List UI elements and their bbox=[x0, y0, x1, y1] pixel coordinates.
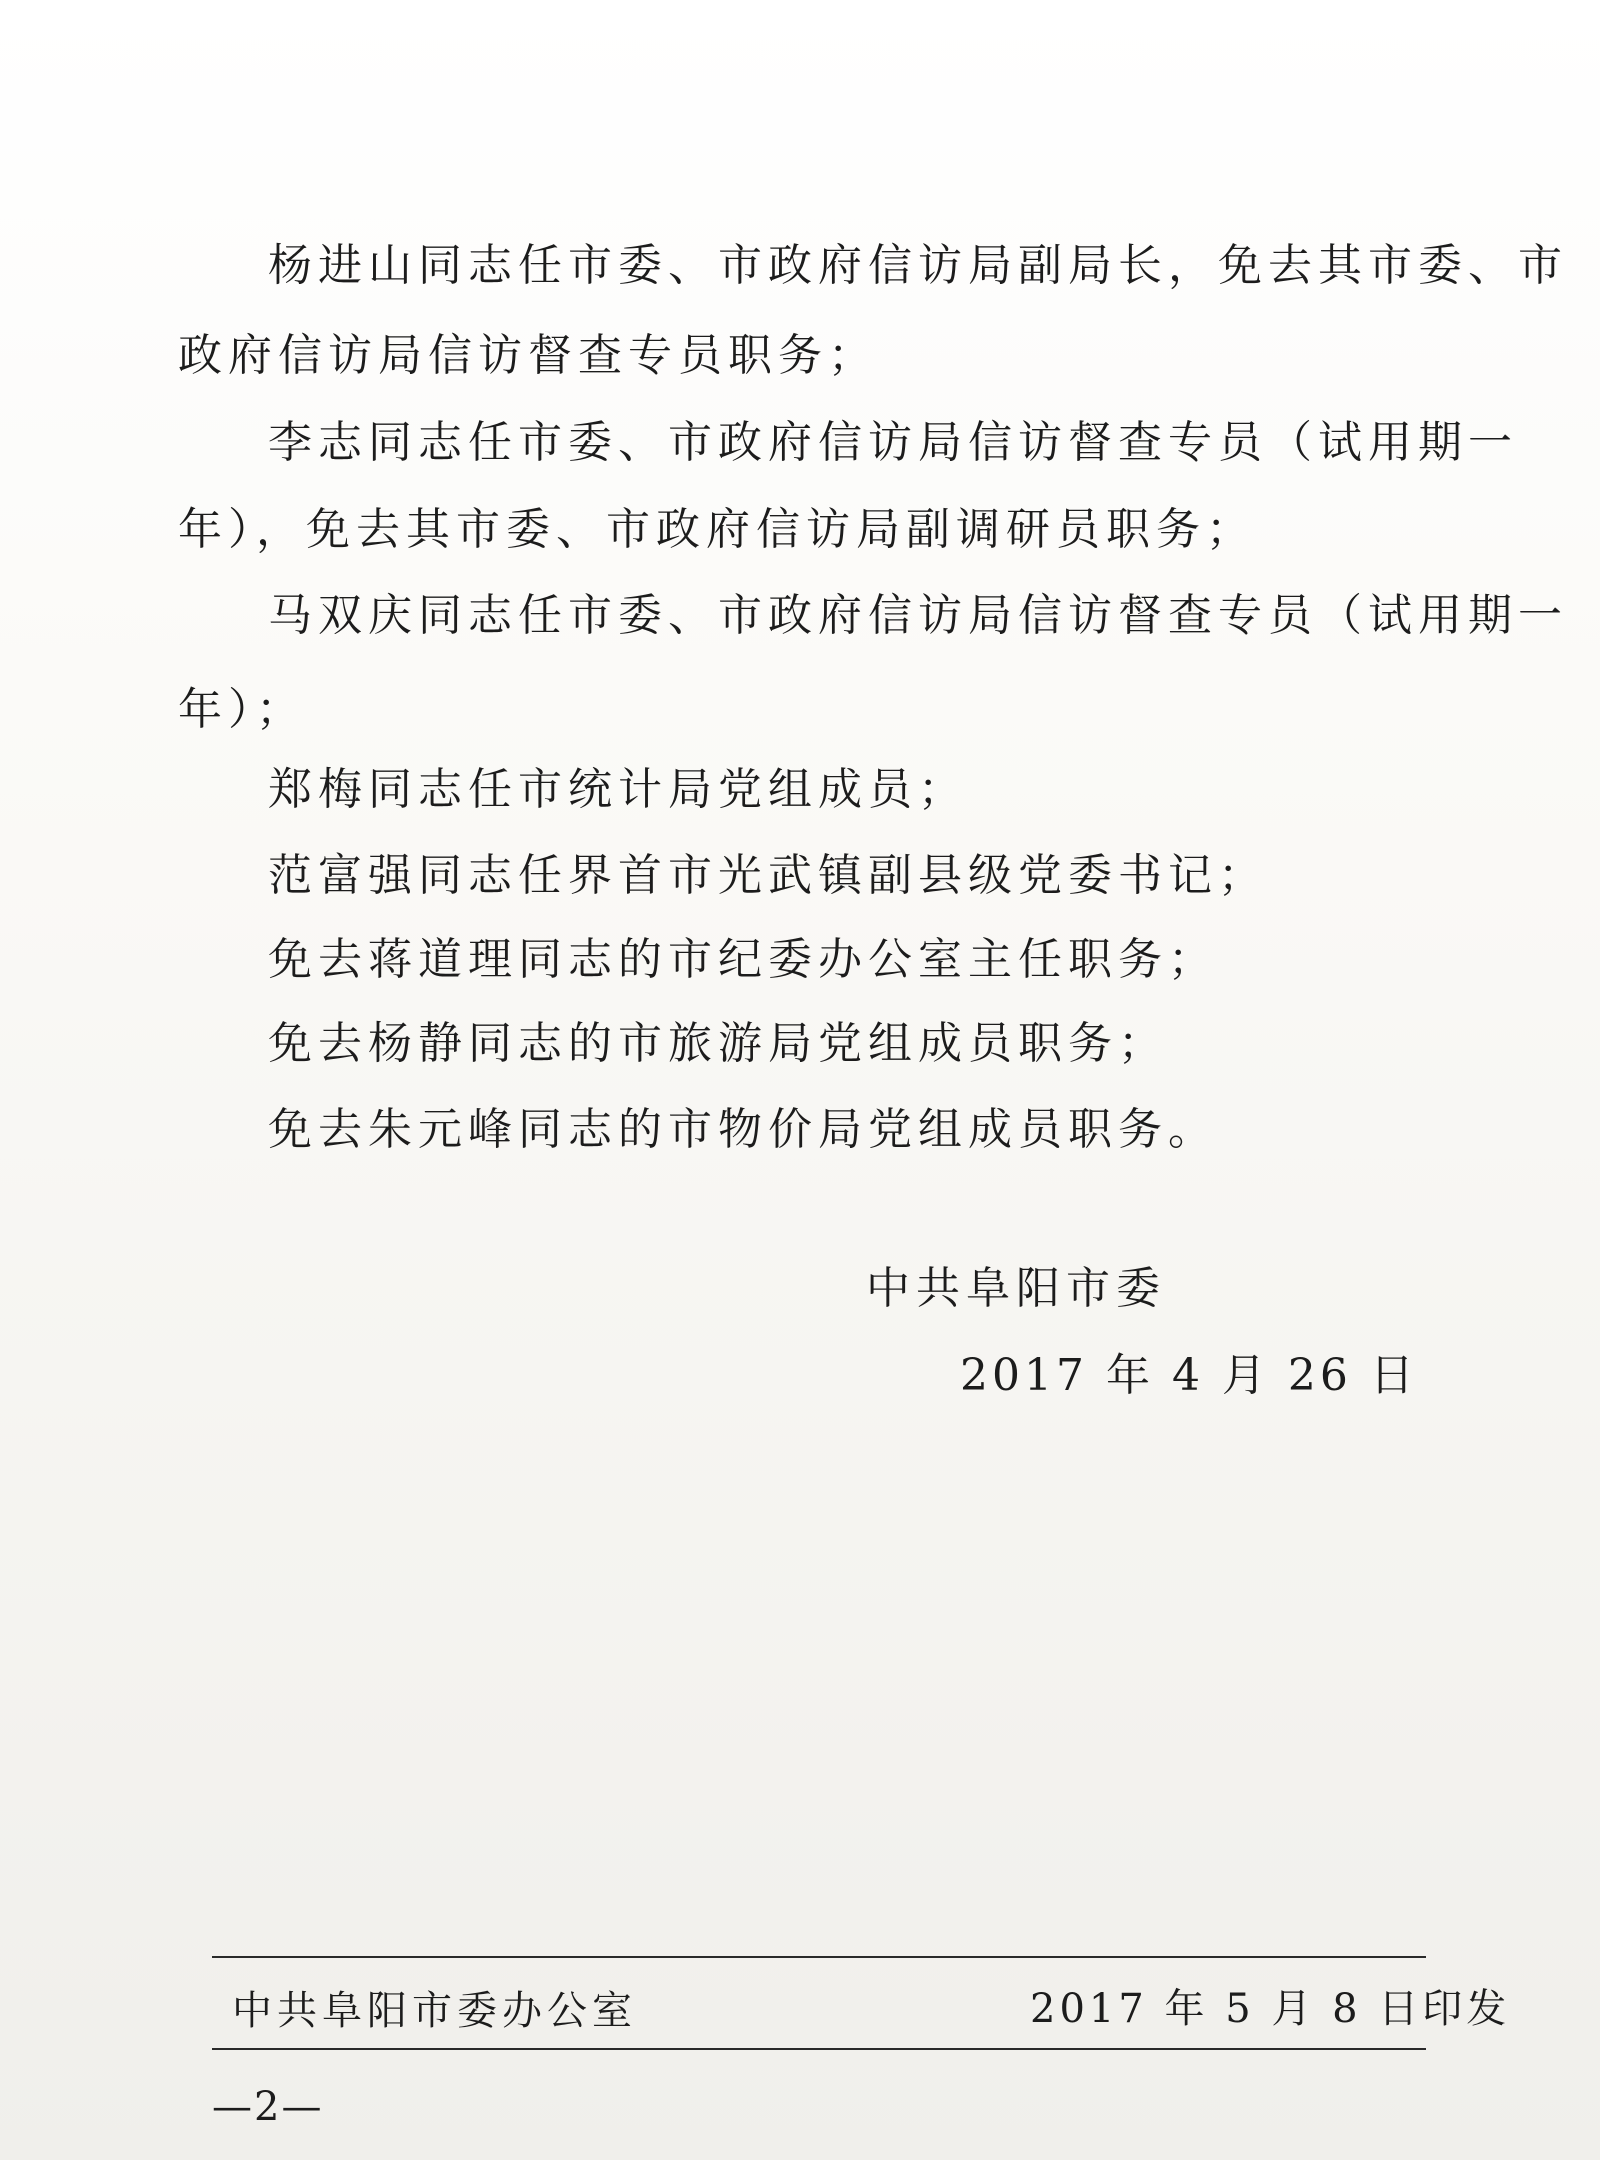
body-line: 范富强同志任界首市光武镇副县级党委书记； bbox=[268, 850, 1268, 901]
body-line: 马双庆同志任市委、市政府信访局信访督查专员（试用期一 bbox=[268, 590, 1568, 641]
body-line: 免去朱元峰同志的市物价局党组成员职务。 bbox=[268, 1104, 1218, 1155]
body-line: 杨进山同志任市委、市政府信访局副局长，免去其市委、市 bbox=[268, 240, 1568, 291]
signature-date: 2017 年 4 月 26 日 bbox=[960, 1350, 1418, 1401]
signature-organization: 中共阜阳市委 bbox=[866, 1263, 1166, 1314]
footer-issuing-office: 中共阜阳市委办公室 bbox=[232, 1988, 637, 2034]
page-number: —2— bbox=[212, 2084, 324, 2130]
footer-bottom-rule bbox=[212, 2048, 1426, 2050]
footer-print-date: 2017 年 5 月 8 日印发 bbox=[1030, 1986, 1511, 2032]
body-line: 年）； bbox=[178, 684, 306, 735]
body-line: 郑梅同志任市统计局党组成员； bbox=[268, 764, 968, 815]
body-line: 免去蒋道理同志的市纪委办公室主任职务； bbox=[268, 934, 1218, 985]
body-line: 免去杨静同志的市旅游局党组成员职务； bbox=[268, 1018, 1168, 1069]
footer-top-rule bbox=[212, 1956, 1426, 1958]
body-line: 年），免去其市委、市政府信访局副调研员职务； bbox=[178, 504, 1256, 555]
body-line: 政府信访局信访督查专员职务； bbox=[178, 330, 878, 381]
body-line: 李志同志任市委、市政府信访局信访督查专员（试用期一 bbox=[268, 417, 1518, 468]
